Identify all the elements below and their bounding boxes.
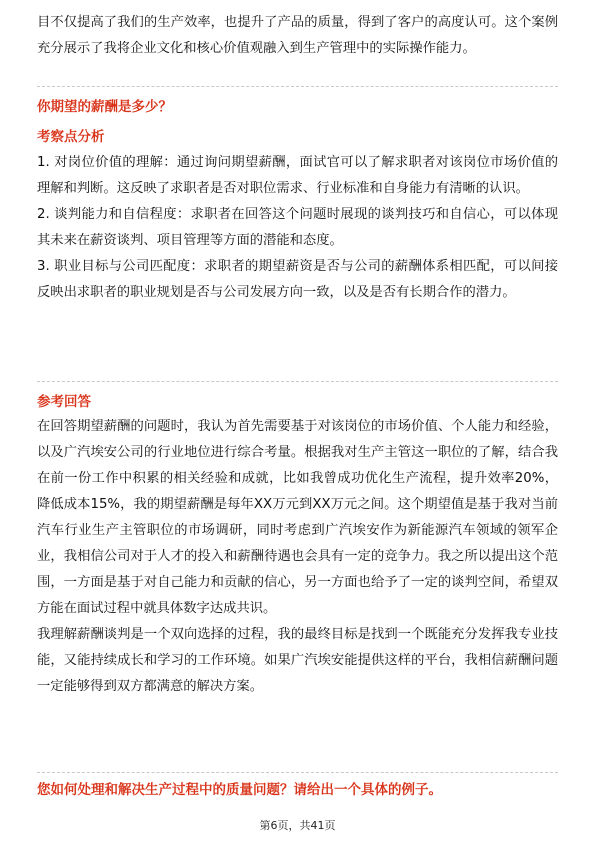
- answer-paragraph: 在回答期望薪酬的问题时，我认为首先需要基于对该岗位的市场价值、个人能力和经验，以及广汽埃安公司的行业地位进行综合考量。根据我对生产主管这一职位的了解，结合我在前一份工作中积累的相关经验和成就，比如我曾成功优化生产流程，提升效率20%，降低成本15%，我的期望薪酬是每年XX万元到XX万元之间。这个期望值是基于我对当前汽车行业生产主管职位的市场调研，同时考虑到广汽埃安作为新能源汽车领域的领军企业，我相信公司对于人才的投入和薪酬待遇也会具有一定的竞争力。我之所以提出这个范围，一方面是基于对自己能力和贡献的信心，另一方面也给予了一定的谈判空间，希望双方能在面试过程中就具体数字达成共识。: [37, 419, 558, 616]
- analysis-item: 1. 对岗位价值的理解：通过询问期望薪酬，面试官可以了解求职者对该岗位市场价值的理解和判断。这反映了求职者是否对职位需求、行业标准和自身能力有清晰的认识。: [37, 155, 558, 196]
- analysis-item: 2. 谈判能力和自信程度：求职者在回答这个问题时展现的谈判技巧和自信心，可以体现其未来在薪资谈判、项目管理等方面的潜能和态度。: [37, 207, 558, 248]
- analysis-heading: 考察点分析: [37, 129, 105, 145]
- page-number: 第6页，共41页: [259, 819, 336, 832]
- intro-paragraph: [37, 10, 558, 62]
- intro-text: 目不仅提高了我们的生产效率，也提升了产品的质量，得到了客户的高度认可。这个案例充分展示了我将企业文化和核心价值观融入到生产管理中的实际操作能力。: [37, 15, 558, 56]
- analysis-list: [37, 150, 558, 306]
- section-divider: [37, 86, 558, 87]
- answer-paragraph: 我理解薪酬谈判是一个双向选择的过程，我的最终目标是找到一个既能充分发挥我专业技能，又能持续成长和学习的工作环境。如果广汽埃安能提供这样的平台，我相信薪酬问题一定能够得到双方都满意的解决方案。: [37, 627, 558, 694]
- next-question-title: 您如何处理和解决生产过程中的质量问题？请给出一个具体的例子。: [37, 782, 442, 798]
- section-divider: [37, 381, 558, 382]
- analysis-item: 3. 职业目标与公司匹配度：求职者的期望薪资是否与公司的薪酬体系相匹配，可以间接反映出求职者的职业规划是否与公司发展方向一致，以及是否有长期合作的潜力。: [37, 259, 558, 300]
- answer-body: [37, 414, 558, 700]
- answer-heading: 参考回答: [37, 394, 91, 410]
- section-divider: [37, 772, 558, 773]
- question-title: 你期望的薪酬是多少？: [37, 99, 172, 115]
